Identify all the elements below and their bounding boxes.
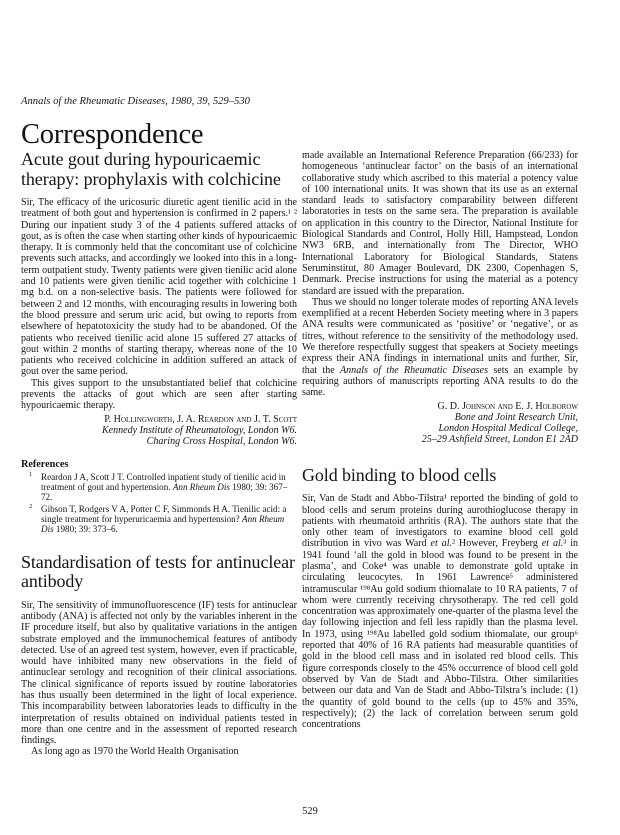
reference-number: 2: [29, 502, 33, 510]
page-number: 529: [302, 806, 318, 817]
letter2-signature-institution-1: Bone and Joint Research Unit,: [454, 411, 578, 423]
reference-number: 1: [29, 470, 33, 478]
letter2-signature: [302, 401, 578, 446]
journal-citation-line: Annals of the Rheumatic Diseases, 1980, 39, 529–530: [21, 96, 250, 107]
letter3-text-c: ³ in 1941 found ‘all the gold in blood was found to be present in the plasma’, and Coke⁴ was unable to demonstrate gold uptake in circulating leucocytes. In 1961 Lawrence⁵ administered intramuscular ¹⁹⁸Au gold sodium thiomalate to 10 RA patients, 7 of whom were currently receiving chrysotherapy. The red cell gold concentration was approximately one-quarter of the plasma level the day following injection and fell less rapidly than the plasma level. In 1973, using ¹⁹⁸Au labelled gold sodium thiomalate, our group⁶ reported that 40% of 16 RA patients had measurable quantities of gold in the blood cell mass and in isolated red blood cells. This figure corresponds closely to the 45% occurrence of blood cell gold observed by Van de Stadt and Abbo-Tilstra. Other similarities between our data and Van de Stadt and Abbo-Tilstra’s include: (1) the quantity of gold bound to the cells (up to 45% and 35%, respectively); (2) the lack of correlation between serum gold concentrations: [302, 538, 579, 731]
letter2-paragraph-3: [302, 297, 578, 399]
letter1-title: Acute gout during hypouricaemic therapy: prophylaxis with colchicine: [21, 149, 281, 189]
letter2-paragraph-3-part-a: Thus we should no longer tolerate modes of reporting ANA levels exemplified at a recent Heberden Society meeting where in 3 papers ANA results were communicated as ‘positive’ or ‘negative’, or as titres, without reference to the sensitivity of the methodology used. We therefore respectfully suggest that speakers at Society meetings express their ANA findings in international units and further, Sir, that the: [302, 296, 578, 376]
letter3-title: Gold binding to blood cells: [302, 464, 497, 485]
letter3-text-b: ² However, Freyberg: [452, 538, 538, 550]
letter3-text-a: Sir, Van de Stadt and Abbo-Tilstra¹ reported the binding of gold to blood cells and serum proteins during aurothioglucose therapy in patients with rheumatoid arthritis (RA). The authors state that the only other team of investigators to examine blood cell gold distribution in vivo was Ward: [302, 493, 578, 550]
right-column: [302, 150, 578, 730]
reference-tail: 1980; 39: 373–6.: [55, 524, 118, 535]
section-title: Correspondence: [21, 119, 204, 150]
letter3-etal-1: et al.: [430, 538, 453, 550]
letter1-signature-institution-1: Kennedy Institute of Rheumatology, London W6.: [101, 424, 297, 436]
reference-text: Gibson T, Rodgers V A, Potter C F, Simmonds H A. Tienilic acid: a single treatment for hyperuricaemia and hypertension?: [41, 503, 287, 525]
letter1-references-list: [21, 472, 297, 535]
letter1-signature-institution-2: Charing Cross Hospital, London W6.: [146, 436, 297, 448]
letter2-paragraph-2-continued: made available an International Reference Preparation (66/233) for homogeneous ‘antinuclear factor’ on the basis of an international collaborative study which ascribed to this material a potency value of 100 international units. It was shown that its use as an external standard leads to satisfactory comparability between different laboratories in tests on the same sera. The preparation is available on application in this country to the Director, National Institute for Biological Standards and Control, Holly Hill, Hampstead, London NW3 6RB, and internationally from The Director, WHO International Laboratory for Biological Standards, Statens Seruminstitut, 80 Amager Boulevard, DK 2300, Copenhagen S, Denmark. Precise instructions for using the material as a potency standard are issued with the preparation.: [302, 150, 578, 297]
letter1-references-heading: References: [21, 458, 69, 470]
letter2-title: Standardisation of tests for antinuclear antibody: [21, 551, 295, 592]
reference-source: Ann Rheum Dis: [41, 514, 285, 535]
reference-text: Reardon J A, Scott J T. Controlled inpatient study of tienilic acid in treatment of gout and hypertension.: [41, 471, 286, 493]
journal-name-italic: Annals of the Rheumatic Diseases: [340, 364, 489, 376]
letter1-paragraph-2: This gives support to the unsubstantiated belief that colchicine prevents the attacks of gout which are seen after starting hypouricaemic therapy.: [21, 377, 297, 412]
letter2-signature-institution-2: London Hospital Medical College,: [438, 423, 578, 435]
letter2-paragraph-3-part-b: sets an example by requiring authors of manuscripts reporting ANA results to do the same.: [302, 364, 579, 399]
reference-tail: 1980; 39: 367–72.: [41, 482, 288, 503]
letter2-paragraph-1: Sir, The sensitivity of immunofluorescence (IF) tests for antinuclear antibody (ANA) is affected not only by the variables inherent in the IF procedure itself, but also by qualitative variations in the antigen substrate employed and the immunochemical features of antibody detected. Use of an agreed test system, however, even if practicable, would have inhibited many new observations in the field of antinuclear serology and recognition of their clinical associations. The clinical significance of reports issued by routine laboratories has thus usually been determined in the light of local experience. This incomparability between laboratories leads to difficulty in the interpretation of results obtained on individual patients tested in more than one centre and in the assessment of reported research findings.: [21, 599, 297, 747]
letter1-signature: [21, 414, 297, 448]
reference-item: [21, 504, 297, 535]
left-column: [21, 150, 297, 758]
letter3-etal-2: et al.: [541, 538, 564, 550]
reference-item: [21, 472, 297, 503]
letter2-signature-names: G. D. Johnson and E. J. Holborow: [437, 400, 578, 412]
letter2-signature-address: 25–29 Ashfield Street, London E1 2AD: [421, 434, 578, 446]
reference-source: Ann Rheum Dis: [172, 482, 230, 493]
letter2-paragraph-2-start: As long ago as 1970 the World Health Organisation: [31, 746, 239, 758]
letter3-paragraph-1: [302, 493, 578, 730]
letter1-signature-names: P. Hollingworth, J. A. Reardon and J. T. Scott: [104, 413, 297, 425]
letter1-paragraph-1: Sir, The efficacy of the uricosuric diuretic agent tienilic acid in the treatment of both gout and hypertension is confirmed in 2 papers.¹ ² During our inpatient study 3 of the 4 patients suffered attacks of gout, as is often the case when starting other kinds of hypouricaemic therapy. It is commonly held that the concomitant use of colchicine prevents such attacks, and accordingly we looked into this in a long-term outpatient study. Twenty patients were given tienilic acid alone and 10 patients were given tienilic acid together with colchicine 1 mg b.d. on a non-selective basis. The patients were followed for between 2 and 12 months, with encouraging results in lowering both the blood pressure and serum uric acid, but owing to reports from elsewhere of hepatotoxicity the study had to be abandoned. Of the patients who received tienilic acid alone 15 suffered 27 attacks of gout within 2 months of starting therapy, whereas none of the 10 patients who received colchicine in addition suffered an attack of gout over the same period.: [21, 197, 297, 378]
